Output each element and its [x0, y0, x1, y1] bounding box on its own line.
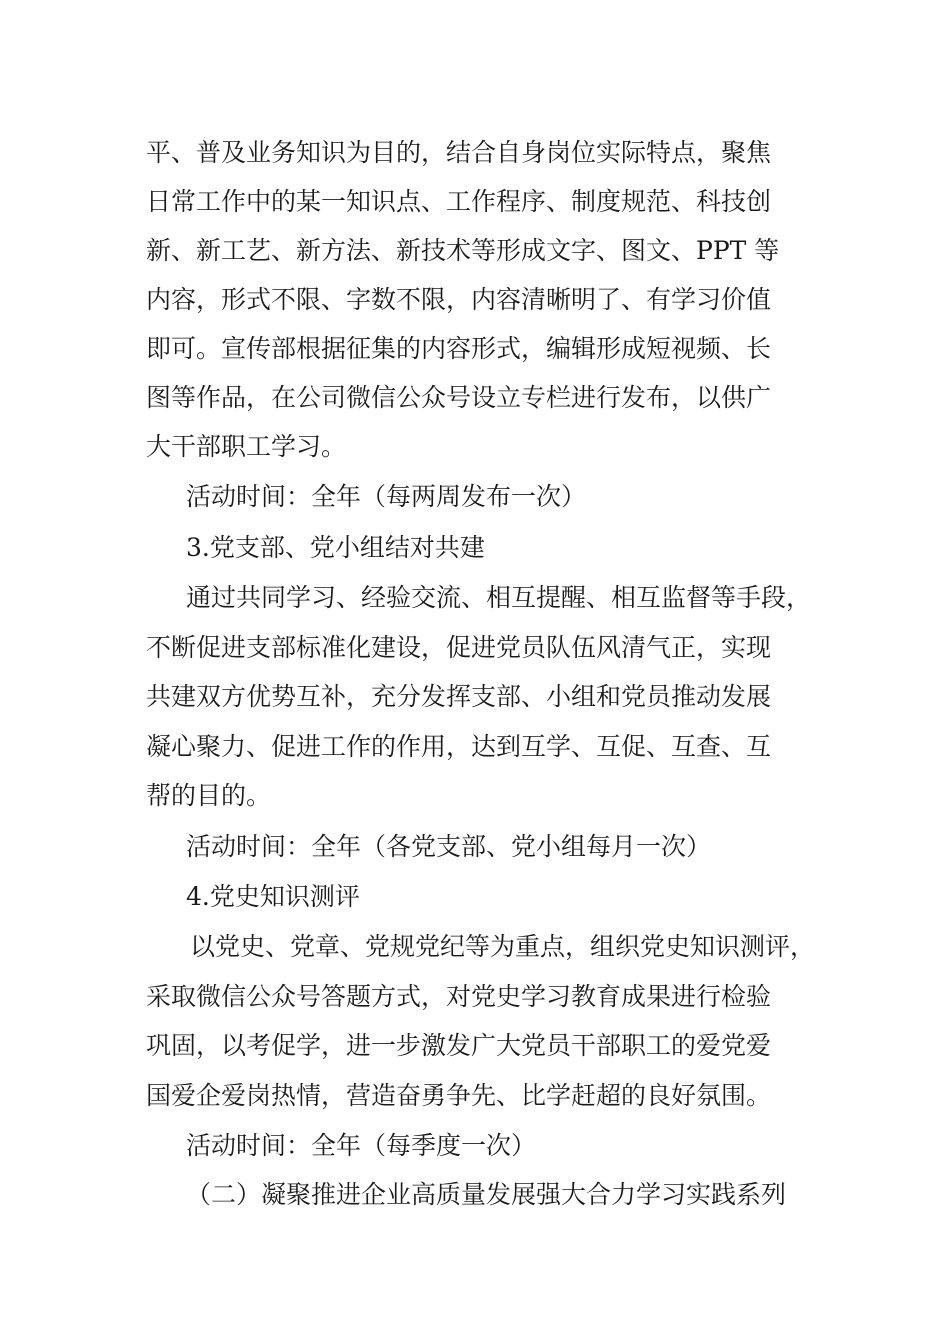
- paragraph-line: 日常工作中的某一知识点、工作程序、制度规范、科技创: [146, 187, 772, 216]
- paragraph-line: 不断促进支部标准化建设，促进党员队伍风清气正，实现: [146, 633, 772, 662]
- activity-time-line: 活动时间：全年（每季度一次）: [186, 1131, 537, 1160]
- section-heading: 4.党史知识测评: [186, 882, 360, 911]
- paragraph-line: 以党史、党章、党规党纪等为重点，组织党史知识测评，: [190, 932, 816, 961]
- paragraph-line: 通过共同学习、经验交流、相互提醒、相互监督等手段，: [186, 583, 812, 612]
- paragraph-line: 平、普及业务知识为目的，结合自身岗位实际特点，聚焦: [146, 138, 772, 167]
- paragraph-line: 帮的目的。: [146, 781, 272, 810]
- paragraph-line: 图等作品，在公司微信公众号设立专栏进行发布，以供广: [146, 383, 772, 412]
- paragraph-line: 大干部职工学习。: [146, 432, 347, 461]
- paragraph-line: 即可。宣传部根据征集的内容形式，编辑形成短视频、长: [146, 334, 772, 363]
- paragraph-line: 巩固，以考促学，进一步激发广大党员干部职工的爱党爱: [146, 1031, 772, 1060]
- section-heading: 3.党支部、党小组结对共建: [186, 533, 485, 562]
- paragraph-line: 共建双方优势互补，充分发挥支部、小组和党员推动发展: [146, 682, 772, 711]
- paragraph-line: 内容，形式不限、字数不限，内容清晰明了、有学习价值: [146, 285, 772, 314]
- paragraph-line: 采取微信公众号答题方式，对党史学习教育成果进行检验: [146, 982, 772, 1011]
- paragraph-line: 新、新工艺、新方法、新技术等形成文字、图文、PPT 等: [146, 236, 780, 265]
- paragraph-line: 国爱企爱岗热情，营造奋勇争先、比学赶超的良好氛围。: [146, 1081, 772, 1110]
- paragraph-line: 凝心聚力、促进工作的作用，达到互学、互促、互查、互: [146, 732, 772, 761]
- activity-time-line: 活动时间：全年（每两周发布一次）: [186, 482, 587, 511]
- section-heading: （二）凝聚推进企业高质量发展强大合力学习实践系列: [186, 1180, 787, 1209]
- activity-time-line: 活动时间：全年（各党支部、党小组每月一次）: [186, 832, 712, 861]
